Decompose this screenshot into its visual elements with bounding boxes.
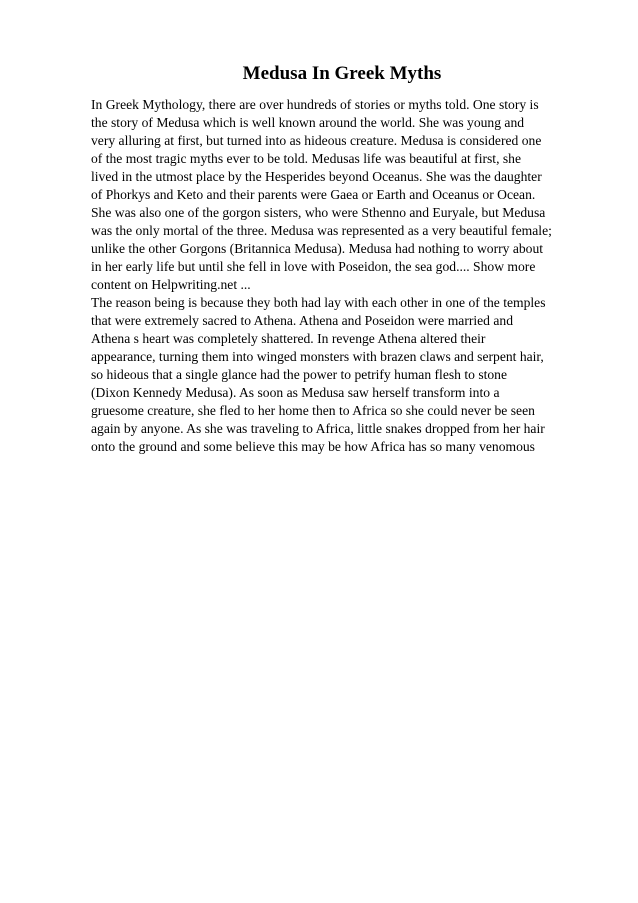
body-line: again by anyone. As she was traveling to Africa, little snakes dropped from her hair [91, 421, 545, 436]
body-line: Athena s heart was completely shattered. In revenge Athena altered their [91, 331, 486, 346]
body-line: She was also one of the gorgon sisters, who were Sthenno and Euryale, but Medusa [91, 205, 546, 220]
body-line: appearance, turning them into winged monsters with brazen claws and serpent hair, [91, 349, 544, 364]
document-title: Medusa In Greek Myths [242, 63, 442, 84]
body-line: very alluring at first, but turned into as hideous creature. Medusa is considered one [91, 133, 542, 148]
body-line: of Phorkys and Keto and their parents were Gaea or Earth and Oceanus or Ocean. [91, 187, 536, 202]
document-body [91, 96, 591, 456]
body-line: unlike the other Gorgons (Britannica Medusa). Medusa had nothing to worry about [91, 241, 544, 256]
body-line: that were extremely sacred to Athena. Athena and Poseidon were married and [91, 313, 514, 328]
body-line: in her early life but until she fell in love with Poseidon, the sea god.... Show more [91, 259, 536, 274]
body-line: was the only mortal of the three. Medusa was represented as a very beautiful female; [91, 223, 552, 238]
body-line: the story of Medusa which is well known around the world. She was young and [91, 115, 525, 130]
body-line: content on Helpwriting.net ... [91, 277, 251, 292]
body-line: (Dixon Kennedy Medusa). As soon as Medusa saw herself transform into a [91, 385, 500, 400]
body-line: onto the ground and some believe this may be how Africa has so many venomous [91, 439, 535, 454]
body-line: In Greek Mythology, there are over hundreds of stories or myths told. One story is [91, 97, 539, 112]
body-line: lived in the utmost place by the Hesperides beyond Oceanus. She was the daughter [91, 169, 542, 184]
body-line: gruesome creature, she fled to her home then to Africa so she could never be seen [91, 403, 535, 418]
body-line: so hideous that a single glance had the power to petrify human flesh to stone [91, 367, 508, 382]
body-line: The reason being is because they both had lay with each other in one of the temples [91, 295, 546, 310]
body-line: of the most tragic myths ever to be told. Medusas life was beautiful at first, she [91, 151, 521, 166]
